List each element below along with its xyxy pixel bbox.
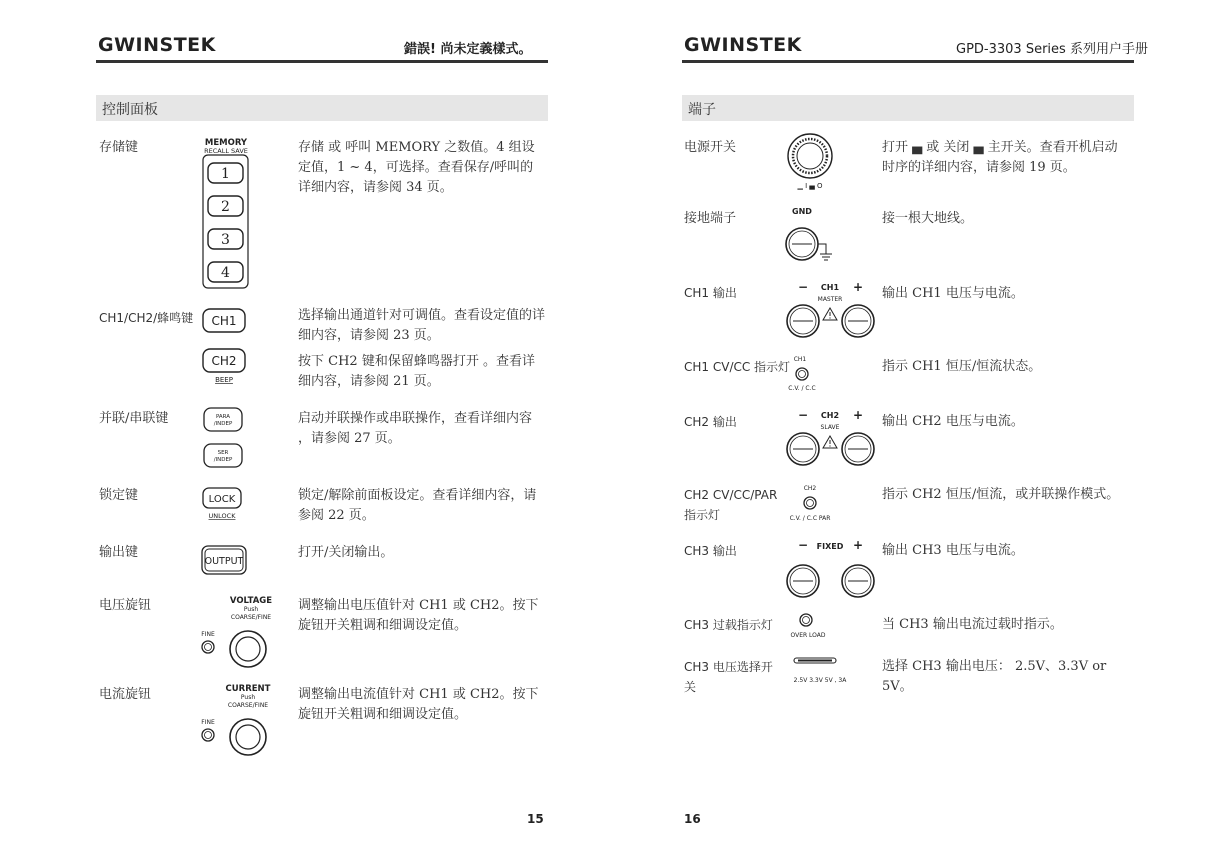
para-key[interactable] xyxy=(204,408,242,431)
ch3-voltage-switch[interactable] xyxy=(794,658,836,663)
ch1-led-label: CH1 xyxy=(793,356,807,363)
page-number: 15 xyxy=(527,812,544,826)
header-title: GPD-3303 Series 系列用户手册 xyxy=(956,42,1148,57)
row-label-memory: 存储键 xyxy=(99,140,139,155)
voltage-fine-led xyxy=(202,641,214,653)
ser-key-sub: /INDEP xyxy=(213,457,233,463)
ch2-led-label: CH2 xyxy=(803,485,817,492)
section-title: 控制面板 xyxy=(102,102,158,118)
row-label-output: 输出键 xyxy=(99,545,139,560)
ch1-key-label: CH1 xyxy=(211,314,237,328)
row-desc-output: 打开/关闭输出。 xyxy=(298,545,394,560)
right-page xyxy=(614,0,1228,868)
ch2-cvccpar-led xyxy=(804,497,816,509)
row-label-ch2-cvccpar: CH2 CV/CC/PAR 指示灯 xyxy=(684,488,778,522)
volt-options-label: 2.5V 3.3V 5V , 3A xyxy=(793,677,847,684)
ch2-minus: − xyxy=(797,408,809,422)
row-label-ch-keys: CH1/CH2/蜂鸣键 xyxy=(99,311,194,325)
fixed-label: FIXED xyxy=(816,542,844,551)
ch3-overload-led-icon xyxy=(782,610,842,644)
lock-key-label: LOCK xyxy=(208,494,236,505)
voltage-push-label: Push xyxy=(243,606,259,613)
row-desc-ch3-volt-select: 选择 CH3 输出电压： 2.5V、3.3V or 5V。 xyxy=(882,659,1107,694)
lock-key[interactable] xyxy=(203,488,241,508)
ch2-key[interactable] xyxy=(203,349,245,372)
row-desc-current: 调整输出电流值针对 CH1 或 CH2。按下旋钮开关粗调和细调设定值。 xyxy=(298,687,539,722)
ch2-cvccpar-label: C.V. / C.C PAR xyxy=(789,515,831,522)
para-ser-keys-icon xyxy=(200,406,246,472)
ch2-key-label: CH2 xyxy=(211,354,237,368)
over-load-label: OVER LOAD xyxy=(790,632,826,639)
ch1-plus: + xyxy=(852,280,864,294)
ground-symbol-icon xyxy=(818,244,832,260)
power-switch[interactable] xyxy=(788,134,832,178)
row-desc-memory: 存储 或 呼叫 MEMORY 之数值。4 组设定值，1 ~ 4，可选择。查看保存/呼叫的详细内容，请参阅 34 页。 xyxy=(298,140,535,195)
current-label: CURRENT xyxy=(225,684,271,694)
ch1-key[interactable] xyxy=(203,309,245,332)
memory-title: MEMORY xyxy=(204,138,248,148)
output-key-label: OUTPUT xyxy=(204,556,244,567)
voltage-knob-icon xyxy=(196,594,280,670)
memory-key-3[interactable] xyxy=(208,229,243,249)
voltage-label: VOLTAGE xyxy=(229,596,273,606)
section-title: 端子 xyxy=(688,102,716,118)
row-desc-voltage: 调整输出电压值针对 CH1 或 CH2。按下旋钮开关粗调和细调设定值。 xyxy=(298,598,539,633)
output-key-icon xyxy=(200,544,250,578)
row-label-para-ser: 并联/串联键 xyxy=(99,411,169,426)
voltage-fine-label: FINE xyxy=(201,631,215,638)
ser-key-label: SER xyxy=(217,450,229,456)
ch1-positive-terminal[interactable] xyxy=(842,305,874,337)
row-desc-ch3-output: 输出 CH3 电压与电流。 xyxy=(882,543,1024,558)
row-label-ch3-volt-select: CH3 电压选择开关 xyxy=(684,660,773,694)
warning-icon xyxy=(823,308,837,320)
memory-key-2-label: 2 xyxy=(221,199,230,215)
row-desc-power: 打开 ▄ 或 关闭 ▄ 主开关。查看开机启动时序的详细内容，请参阅 19 页。 xyxy=(882,140,1118,175)
row-desc-ch2-output: 输出 CH2 电压与电流。 xyxy=(882,414,1024,429)
ch2-output-terminals-icon xyxy=(782,408,882,468)
row-desc-lock: 锁定/解除前面板设定。查看详细内容，请参阅 22 页。 xyxy=(298,488,537,523)
ch2-positive-terminal[interactable] xyxy=(842,433,874,465)
row-desc-ch1-cvcc: 指示 CH1 恒压/恒流状态。 xyxy=(882,359,1042,374)
row-label-ch3-overload: CH3 过载指示灯 xyxy=(684,618,773,632)
row-label-voltage: 电压旋钮 xyxy=(99,598,152,613)
gwinstek-logo: GWINSTEK xyxy=(684,34,802,56)
memory-key-1-label: 1 xyxy=(221,166,230,182)
ch2-plus: + xyxy=(852,408,864,422)
current-coarse-fine-label: COARSE/FINE xyxy=(227,702,269,709)
ch3-plus: + xyxy=(852,538,864,552)
row-label-lock: 锁定键 xyxy=(99,488,139,503)
para-key-label: PARA xyxy=(215,414,231,420)
page-number: 16 xyxy=(684,812,701,826)
output-key[interactable] xyxy=(202,546,246,574)
ch3-voltage-switch-icon xyxy=(782,654,866,688)
ser-key[interactable] xyxy=(204,444,242,467)
header-title: 錯誤! 尚未定義樣式。 xyxy=(404,42,532,57)
memory-key-4[interactable] xyxy=(208,262,243,282)
para-key-sub: /INDEP xyxy=(213,421,233,427)
current-fine-label: FINE xyxy=(201,719,215,726)
row-desc-ch3-overload: 当 CH3 输出电流过载时指示。 xyxy=(882,617,1063,632)
memory-key-3-label: 3 xyxy=(221,232,230,248)
warning-icon xyxy=(823,436,837,448)
row-desc-para-ser: 启动并联操作或串联操作，查看详细内容 ，请参阅 27 页。 xyxy=(298,411,533,446)
row-label-ch3-output: CH3 输出 xyxy=(684,544,737,558)
gnd-label: GND xyxy=(792,207,812,216)
row-label-ch2-output: CH2 输出 xyxy=(684,415,737,429)
current-knob-icon xyxy=(196,682,280,758)
current-knob[interactable] xyxy=(230,719,266,755)
ch3-overload-led xyxy=(800,614,812,626)
row-desc-ch2-cvccpar: 指示 CH2 恒压/恒流，或并联操作模式。 xyxy=(882,487,1120,502)
row-label-ch1-cvcc: CH1 CV/CC 指示灯 xyxy=(684,360,791,374)
current-push-label: Push xyxy=(240,694,256,701)
master-label: MASTER xyxy=(817,296,843,303)
header-rule xyxy=(682,60,1134,63)
section-bar xyxy=(682,95,1134,121)
ch1-negative-terminal[interactable] xyxy=(787,305,819,337)
ch1-output-terminals-icon xyxy=(782,280,882,340)
header-rule xyxy=(96,60,548,63)
row-label-ch1-output: CH1 输出 xyxy=(684,286,737,300)
ch3-positive-terminal[interactable] xyxy=(842,565,874,597)
row-label-power: 电源开关 xyxy=(684,140,737,155)
memory-key-4-label: 4 xyxy=(221,265,230,281)
gnd-terminal[interactable] xyxy=(786,228,818,260)
row-desc-beep: 按下 CH2 键和保留蜂鸣器打开 。查看详细内容，请参阅 21 页。 xyxy=(298,354,535,389)
power-switch-icon xyxy=(782,132,838,192)
row-label-current: 电流旋钮 xyxy=(99,687,152,702)
section-bar xyxy=(96,95,548,121)
ch3-output-terminals-icon xyxy=(782,538,882,600)
memory-sub: RECALL SAVE xyxy=(204,147,248,155)
ch3-minus: − xyxy=(797,538,809,552)
gwinstek-logo: GWINSTEK xyxy=(98,34,216,56)
ch1-terminal-label: CH1 xyxy=(820,283,840,292)
power-marks: ▁ I ▄ O xyxy=(797,182,823,190)
memory-key-2[interactable] xyxy=(208,196,243,216)
row-desc-gnd: 接一根大地线。 xyxy=(882,211,974,226)
beep-label: BEEP xyxy=(215,376,233,384)
ch1-cvcc-led-icon xyxy=(782,352,842,394)
ch3-negative-terminal[interactable] xyxy=(787,565,819,597)
row-label-gnd: 接地端子 xyxy=(684,211,737,226)
ch2-negative-terminal[interactable] xyxy=(787,433,819,465)
ch-keys-icon xyxy=(200,306,250,386)
voltage-knob[interactable] xyxy=(230,631,266,667)
gnd-terminal-icon xyxy=(782,204,842,268)
current-fine-led xyxy=(202,729,214,741)
slave-label: SLAVE xyxy=(820,424,840,431)
ch1-cvcc-label: C.V. / C.C xyxy=(788,385,816,392)
memory-keys-icon xyxy=(198,136,254,292)
ch1-minus: − xyxy=(797,280,809,294)
ch2-terminal-label: CH2 xyxy=(820,411,840,420)
voltage-coarse-fine-label: COARSE/FINE xyxy=(230,614,272,621)
row-desc-ch1-output: 输出 CH1 电压与电流。 xyxy=(882,286,1024,301)
unlock-label: UNLOCK xyxy=(208,512,236,520)
lock-key-icon xyxy=(200,486,246,522)
ch2-cvccpar-led-icon xyxy=(782,481,852,525)
ch1-cvcc-led xyxy=(796,368,808,380)
row-desc-ch-keys: 选择输出通道针对可调值。查看设定值的详细内容，请参阅 23 页。 xyxy=(298,308,546,343)
memory-key-1[interactable] xyxy=(208,163,243,183)
